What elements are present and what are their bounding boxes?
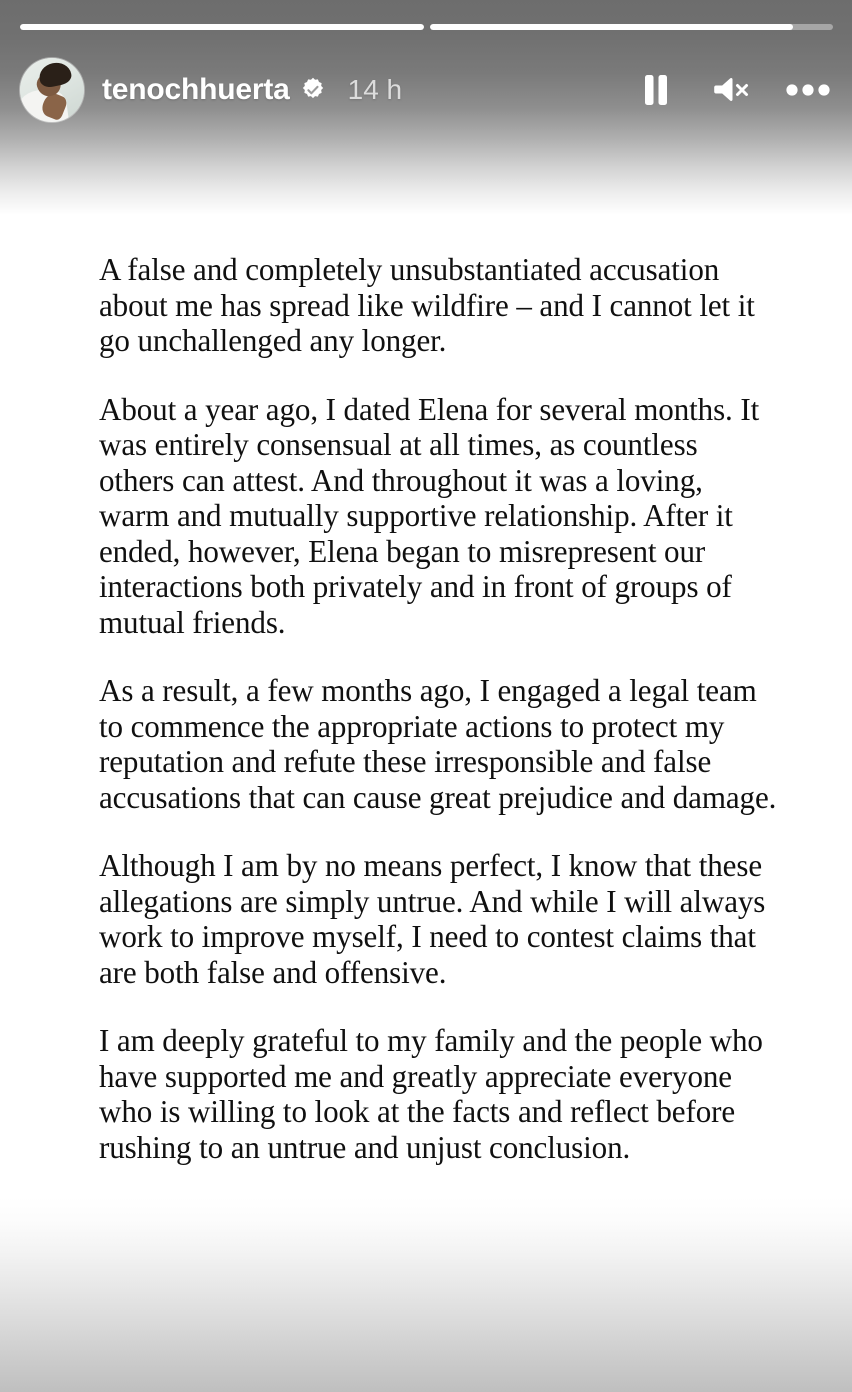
story-progress-bar bbox=[20, 24, 832, 30]
more-options-button[interactable] bbox=[788, 70, 828, 110]
avatar[interactable] bbox=[20, 58, 84, 122]
progress-segment-2-fill bbox=[430, 24, 793, 30]
story-paragraph: I am deeply grateful to my family and the people who have supported me and greatly appreciate everyone who is willing to look at the facts and reflect before rushing to an untrue and unjust conclusion. bbox=[99, 1022, 763, 1165]
progress-segment-1-fill bbox=[20, 24, 424, 30]
story-header bbox=[0, 52, 852, 128]
username-label[interactable]: tenochhuerta bbox=[102, 73, 290, 106]
pause-icon bbox=[643, 75, 669, 105]
story-author-meta bbox=[102, 73, 636, 107]
mute-button[interactable] bbox=[712, 70, 752, 110]
story-paragraph: A false and completely unsubstantiated accusation about me has spread like wildfire – and I cannot let it go unchallenged any longer. bbox=[99, 251, 755, 358]
story-header-actions bbox=[636, 70, 828, 110]
pause-button[interactable] bbox=[636, 70, 676, 110]
speaker-mute-icon bbox=[713, 75, 751, 105]
progress-segment-1[interactable] bbox=[20, 24, 424, 30]
story-timestamp: 14 h bbox=[347, 74, 403, 105]
three-dots-icon bbox=[786, 84, 830, 96]
story-paragraph: As a result, a few months ago, I engaged a legal team to commence the appropriate actions to protect my reputation and refute these irresponsible and false accusations that can cause great prejudice and damage. bbox=[99, 672, 777, 815]
story-paragraph: Although I am by no means perfect, I know that these allegations are simply untrue. And while I will always work to improve myself, I need to contest claims that are both false and offensive. bbox=[99, 847, 766, 990]
bottom-gradient-overlay bbox=[0, 1197, 852, 1392]
progress-segment-2[interactable] bbox=[430, 24, 834, 30]
story-paragraph: About a year ago, I dated Elena for several months. It was entirely consensual at all times, as countless others can attest. And throughout it was a loving, warm and mutually supportive relationship. After it ended, however, Elena began to misrepresent our interactions both privately and in front of groups of mutual friends. bbox=[99, 390, 760, 640]
verified-badge-icon bbox=[300, 77, 326, 103]
story-text-content bbox=[99, 252, 799, 1165]
